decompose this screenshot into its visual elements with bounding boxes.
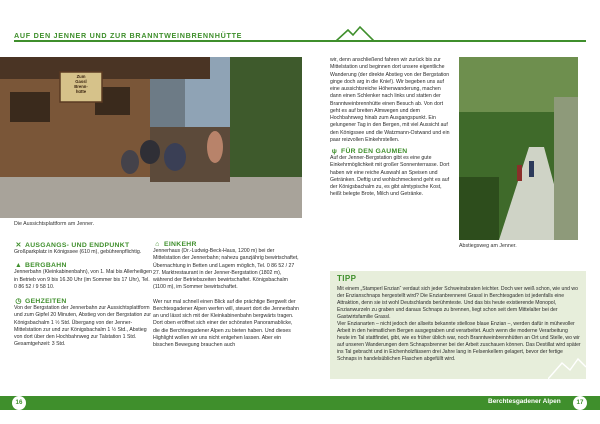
clock-icon: ◷ xyxy=(15,298,22,305)
section-heading-ausgang: ✕ AUSGANGS- UND ENDPUNKT xyxy=(15,242,130,249)
tip-paragraph: Vier Enzianarten – nicht jedoch der allseits bekannte stiellose blaue Enzian –, werden dafür in mühevoller Arbeit in den heimatlichen Bergen ausgegraben und verarbeitet. Auch wenn die moderne Verarbeitung heute im Tal stattfindet, gibt, wie es früher üblich war, noch Branntweinbrennhütten an Ort und Stelle, wo wir auf unseren Wanderungen dem Schnapsbrenner bei der Arbeit zuschauen können. Das Destillat wird später ins Tal gebracht und in Eichenholzfässern drei Jahre lang in Felsenkellern gelagert, bevor der fertige Schnaps in handelsüblichen Flaschen abgefüllt wird. xyxy=(337,320,581,362)
sign-text-line: Brenn- xyxy=(74,84,88,89)
footer-region-label: Berchtesgadener Alpen xyxy=(488,398,561,405)
section-text-bergbahn: Jennerbahn (Kleinkabinenbahn), von 1. Mai bis Allerheiligen in Betrieb von 9 bis 16.30 Uhr (im Sommer bis 17 Uhr), Tel. 0 86 52 / 9 58 10. xyxy=(14,269,152,290)
sign-text-line: Zum xyxy=(76,74,86,79)
mountain-icon: ▲ xyxy=(14,262,23,270)
crossed-sticks-icon: ✕ xyxy=(15,242,22,249)
section-text-intro: Wer nur mal schnell einen Blick auf die prächtige Bergwelt der Berchtesgadener Alpen werfen will, steuert dort die Jennerbahn an und lässt sich mit der Kleinkabinenbahn bergwärts tragen. Dort oben eröffnet sich einer der schönsten Panoramablicke, die die Berchtesgadener Alpen zu bieten haben. Und dieses Highlight wollen wir uns nicht entgehen lassen. Aber ein bisschen Bewegung brauchen auch xyxy=(153,298,299,348)
main-photo-caption: Die Aussichtsplattform am Jenner. xyxy=(14,221,95,227)
sign-text-line: hütte xyxy=(75,89,87,94)
section-heading-bergbahn: ▲ BERGBAHN xyxy=(14,262,67,270)
section-text-gehzeiten: Von der Bergstation der Jennerbahn zur Aussichtsplattform und zum Gipfel 20 Minuten, Abstieg von der Bergstation zur Königsbachalm 1 ½ Std. Übergang von der Jenner-Mittelstation zur und zur Königsbachalm 1 ½ Std., Abstieg von dort über den Hochbahnweg zur Talstation 1 Std. Gesamtgehzeit: 3 Std. xyxy=(14,305,151,348)
page-number-left: 16 xyxy=(12,396,26,410)
main-photo xyxy=(0,57,302,218)
section-heading-gehzeiten: ◷ GEHZEITEN xyxy=(15,298,67,305)
side-photo-caption: Abstiegsweg am Jenner. xyxy=(459,243,517,249)
section-text-gaumen: Auf der Jenner-Bergstation gibt es eine gute Einkehrmöglichkeit mit großer Sonnenterrasse. Dort haben wir eine reiche Auswahl an Speisen und Getränken. Deftig und wohlschmeckend geht es auf der Königsbachalm zu, es gibt almtypische Kost, heißt belegte Brote, Milch und Getränke. xyxy=(330,155,450,198)
footer-bar-left xyxy=(0,396,300,410)
tip-paragraph: Mit einem „Stamperl Enzian“ verdaut sich jeder Schweinsbraten leichter. Doch wer weiß schon, wie und wo der Enzianschnaps hergestellt wird? Die Enzianbrennerei Grassl in Berchtesgaden ist jedenfalls eine Attraktion, denn sie ist wohl Deutschlands berühmteste. Und das bis heute existierende Monopol, Enzianwurzeln zu graben und daraus Schnaps zu brennen, liegt schon seit dem Mittelalter bei der Gastwirtsfamilie Grassl. xyxy=(337,286,578,320)
section-text-einkehr: Jennerhaus (Dr.-Ludwig-Beck-Haus, 1200 m) bei der Mittelstation der Jennerbahn; nahezu ganzjährig bewirtschaftet, Übernachtung in Betten und Lagern möglich, Tel. 0 86 52 / 27 27. Marktrestaurant in der Jenner-Bergstation (1802 m), während der Betriebszeiten bewirtschaftet. Königsbachalm (1100 m), im Sommer bewirtschaftet. xyxy=(153,248,299,291)
sign-text-line: Gassl xyxy=(75,79,87,84)
tip-heading: TIPP xyxy=(337,274,357,283)
side-photo xyxy=(459,57,578,240)
page-title: AUF DEN JENNER UND ZUR BRANNTWEINBRENNHÜTTE xyxy=(14,31,243,40)
tip-text xyxy=(337,286,581,362)
house-icon: ⌂ xyxy=(155,241,160,248)
section-text-continued: wir, denn anschließend fahren wir zurück bis zur Mittelstation und beginnen dort unsere eigentliche Wanderung (der direkte Abstieg von der Bergstation ginge doch arg in die Knie!). Wir begeben uns auf eine aussichtsreiche Höhenwanderung, machen dann einen Schlenker nach links und statten der Branntweinbrennhütte einen Besuch ab. Von dort geht es auf breiten Almwegen und dem Hochbahnweg hinab zum Ausgangspunkt. Ein gelungener Tag in den Bergen, mit viel Aussicht auf den Königssee und die Watzmann-Ostwand und ein paar reizvollen Einkehrstellen. xyxy=(330,57,450,143)
section-heading-einkehr: ⌂ EINKEHR xyxy=(153,241,299,248)
section-heading-gaumen: ψ FÜR DEN GAUMEN xyxy=(331,148,408,155)
header-rule xyxy=(14,40,586,42)
fork-knife-icon: ψ xyxy=(331,148,338,155)
page-number-right: 17 xyxy=(573,396,587,410)
section-text-ausgang: Großparkplatz in Königssee (610 m), gebührenpflichtig. xyxy=(14,249,142,255)
